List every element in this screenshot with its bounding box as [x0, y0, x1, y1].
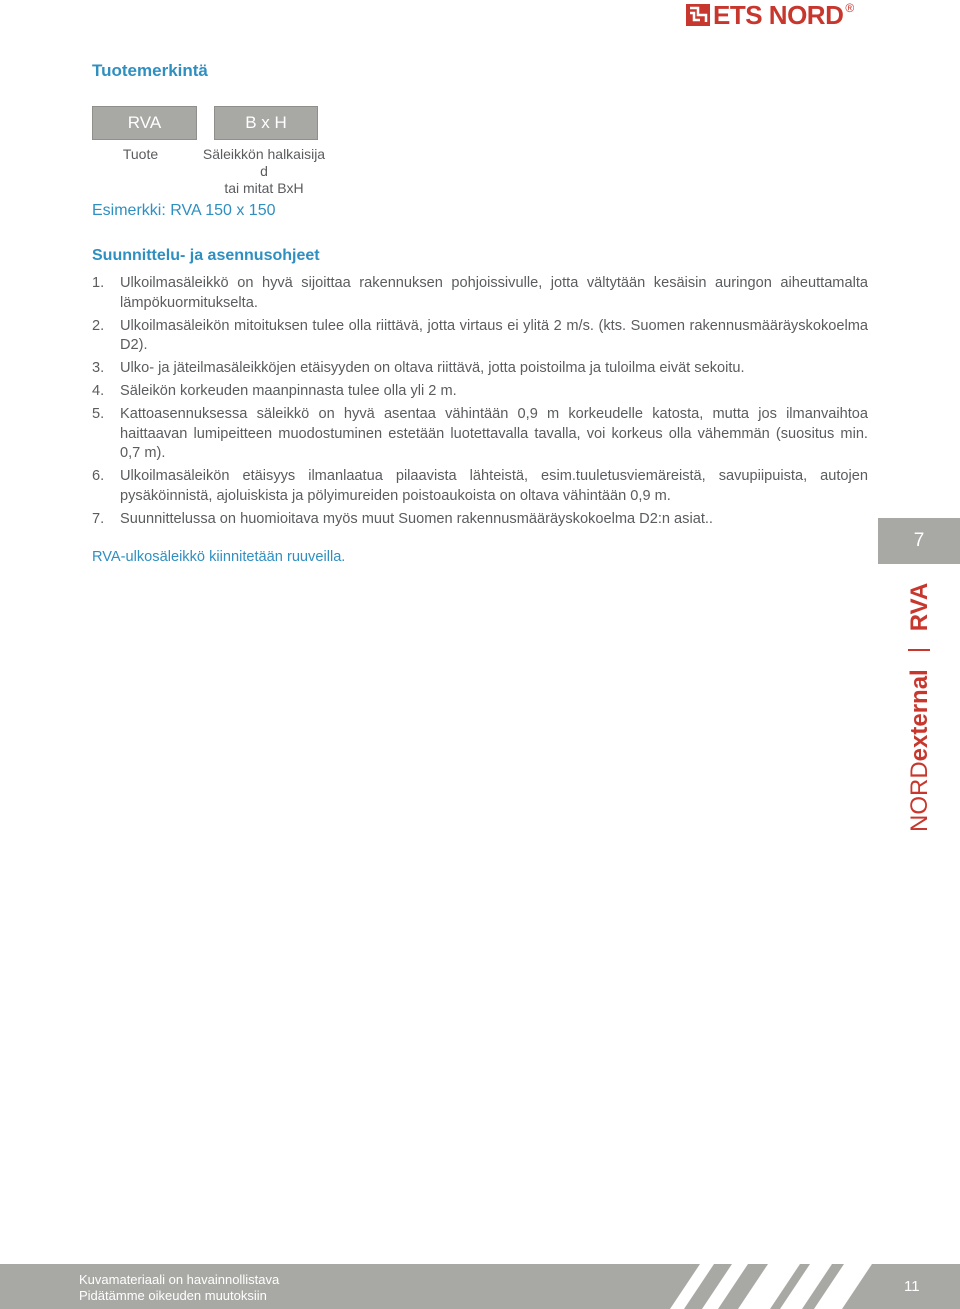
side-title-external: external [906, 669, 933, 762]
product-code-label: RVA [127, 113, 162, 132]
footer-disclaimer: Kuvamateriaali on havainnollistava [79, 1272, 280, 1287]
item-text: Säleikön korkeuden maanpinnasta tulee olla yli 2 m. [120, 383, 457, 399]
item-number: 6. [92, 468, 105, 484]
dimension-caption-line: tai mitat BxH [224, 180, 304, 196]
list-item [92, 405, 868, 464]
ets-nord-logo-icon [686, 4, 710, 26]
product-code-box [92, 106, 197, 140]
item-number: 4. [92, 383, 105, 399]
item-text: Ulkoilmasäleikkö on hyvä sijoittaa rakennuksen pohjoissivulle, jotta vältytään kesäisin auringon aiheuttamalta lämpökuormitukselta. [120, 275, 868, 311]
item-text: Ulko- ja jäteilmasäleikköjen etäisyyden on oltava riittävä, jotta poistoilma ja tuloilma eivät sekoitu. [120, 360, 745, 376]
side-title-nord: NORD [906, 761, 933, 832]
item-number: 1. [92, 275, 105, 291]
list-item [92, 359, 868, 379]
instructions-list [92, 274, 868, 533]
list-item [92, 317, 868, 356]
brand-logo [686, 0, 956, 30]
decorative-stripes-icon [660, 1264, 880, 1309]
list-item [92, 467, 868, 506]
item-text: Ulkoilmasäleikön mitoituksen tulee olla riittävä, jotta virtaus ei ylitä 2 m/s. (kts. Suomen rakennusmääräyskokoelma D2). [120, 317, 868, 353]
page-number: 11 [904, 1278, 920, 1295]
product-caption: Tuote [122, 146, 159, 162]
footer-rights: Pidätämme oikeuden muutoksiin [79, 1288, 267, 1303]
item-text: Ulkoilmasäleikön etäisyys ilmanlaatua pilaavista lähteistä, esim.tuuletusviemäreistä, savupiipuista, autojen pysäköinnistä, ajoluiskista ja pölyimureiden poistoaukoista on oltava vähintään 0,9 m. [120, 468, 868, 504]
instructions-title: Suunnittelu- ja asennusohjeet [92, 247, 320, 264]
brand-name: ETS NORD [713, 0, 844, 30]
dimension-code-label: B x H [245, 113, 287, 132]
list-item [92, 382, 868, 402]
list-item [92, 510, 868, 530]
item-number: 7. [92, 510, 105, 527]
chapter-number: 7 [913, 530, 925, 551]
mounting-note: RVA-ulkosäleikkö kiinnitetään ruuveilla. [92, 549, 346, 565]
registered-mark: ® [845, 1, 855, 15]
dimension-caption-line: d [260, 163, 268, 179]
dimension-code-box [214, 106, 318, 140]
item-number: 3. [92, 360, 105, 376]
side-title [906, 583, 934, 832]
item-text: Kattoasennuksessa säleikkö on hyvä asentaa vähintään 0,9 m korkeudelle katosta, mutta jos ilmanvaihtoa haittaavan lumipeitteen muodostuminen estetään luotettavalla tavalla, voi korkeus olla vähemmän (suositus min. 0,7 m). [120, 406, 868, 461]
list-item [92, 274, 868, 313]
item-number: 2. [92, 317, 105, 334]
dimension-caption-line: Säleikkön halkaisija [202, 146, 326, 162]
example-code: Esimerkki: RVA 150 x 150 [92, 202, 276, 219]
product-code-title: Tuotemerkintä [92, 61, 208, 80]
dimension-caption [198, 146, 330, 197]
side-title-divider [908, 649, 930, 651]
item-number: 5. [92, 406, 105, 422]
side-title-product: RVA [906, 582, 933, 632]
page-footer [0, 1264, 960, 1309]
chapter-tab [878, 518, 960, 564]
item-text: Suunnittelussa on huomioitava myös muut Suomen rakennusmääräyskokoelma D2:n asiat.. [120, 510, 713, 527]
